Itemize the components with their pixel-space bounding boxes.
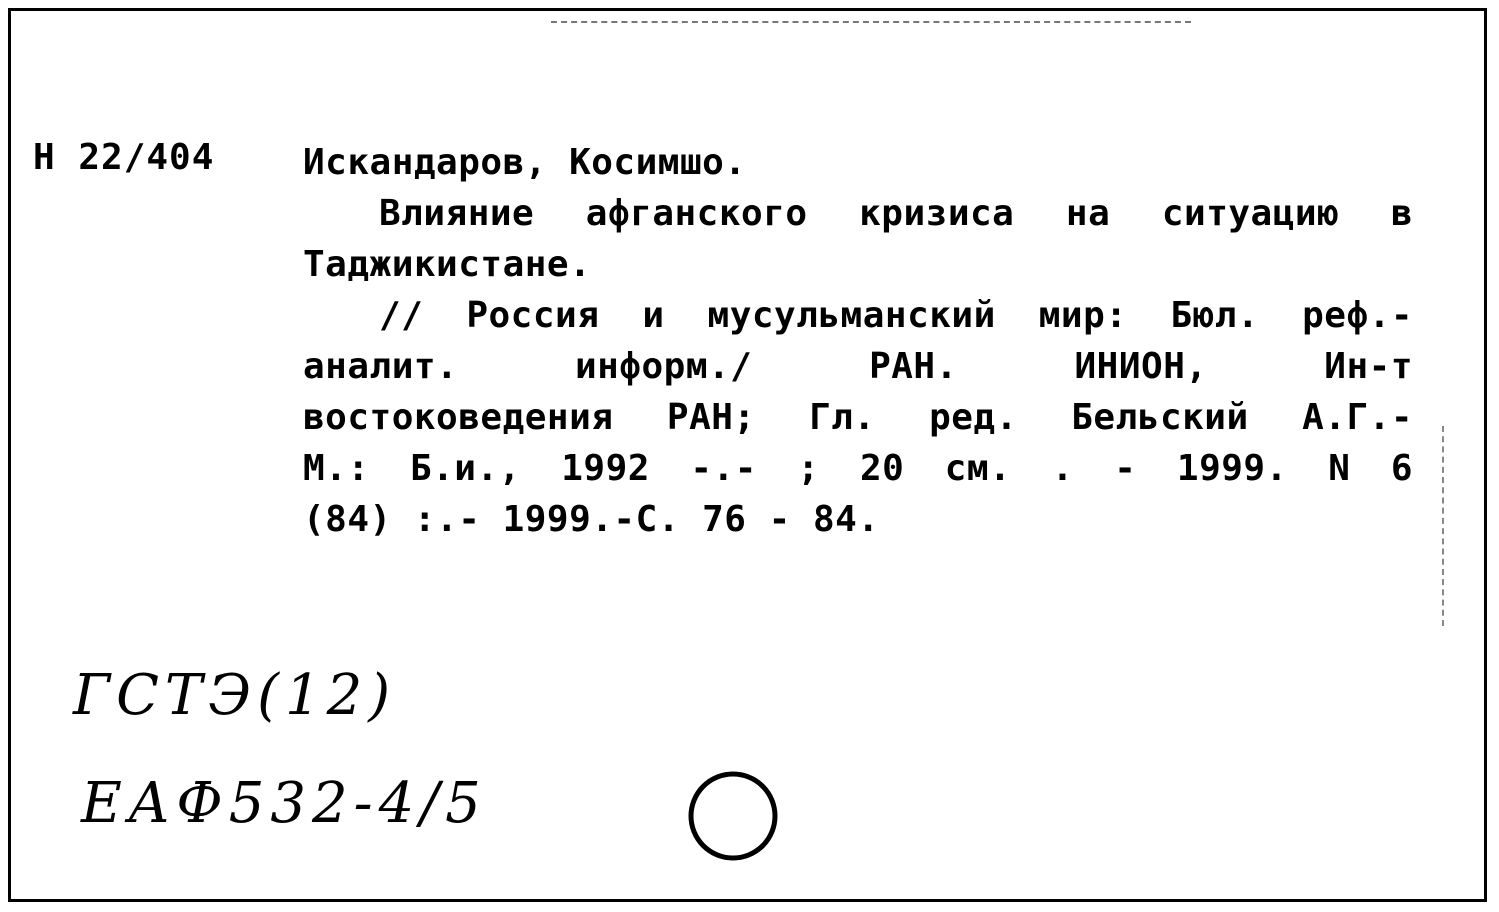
- author-line: Искандаров, Косимшо.: [303, 142, 747, 183]
- circle-stamp-icon: [683, 768, 783, 868]
- catalog-card: [8, 8, 1487, 902]
- title-line-2: Таджикистане.: [303, 244, 592, 285]
- call-number: Н 22/404: [33, 137, 215, 178]
- source-line-5: (84) :.- 1999.-С. 76 - 84.: [303, 499, 880, 540]
- top-dashed-mark: [551, 21, 1191, 23]
- source-line-2: аналит. информ./ РАН. ИНИОН, Ин-т: [303, 346, 1413, 387]
- source-line-3: востоковедения РАН; Гл. ред. Бельский А.Г.-: [303, 397, 1413, 438]
- source-line-4: М.: Б.и., 1992 -.- ; 20 см. . - 1999. N 6: [303, 448, 1413, 489]
- title-line-1: Влияние афганского кризиса на ситуацию в: [379, 193, 1413, 234]
- bibliographic-entry: [303, 137, 1413, 545]
- source-line-1: // Россия и мусульманский мир: Бюл. реф.-: [379, 295, 1413, 336]
- handwritten-shelf-code: ЕАФ532-4/5: [81, 771, 487, 836]
- right-dashed-mark: [1442, 426, 1444, 626]
- handwritten-classification: ГСТЭ(12): [73, 663, 397, 728]
